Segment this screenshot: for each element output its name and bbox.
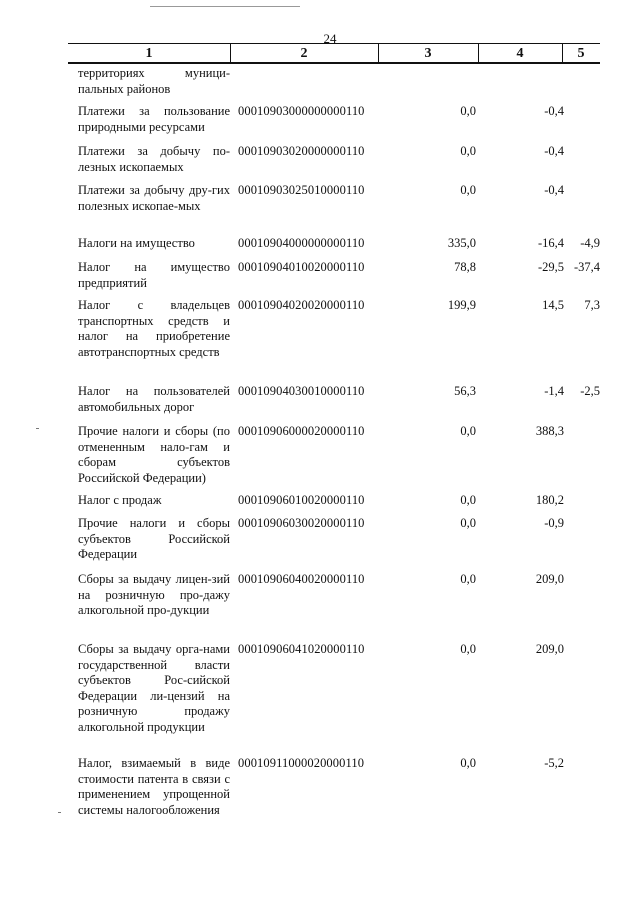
row-value-4: -0,4 [544,144,564,158]
scan-edge-line [150,6,300,7]
row-value-3: 0,0 [460,493,476,507]
row-value-4: -29,5 [537,260,564,274]
table-header-bottom-border [68,62,600,64]
column-header-2: 2 [300,46,308,61]
row-value-4: 14,5 [542,298,564,312]
row-name: Налог с владельцев транспортных средств и налог на приобретение автотранспортных средств [78,298,230,359]
row-value-3: 335,0 [447,236,476,250]
column-header-1: 1 [145,46,153,61]
row-value-3: 0,0 [460,424,476,438]
row-value-3: 0,0 [460,572,476,586]
row-name: Налоги на имущество [78,236,195,250]
row-value-3: 78,8 [454,260,476,274]
row-value-3: 56,3 [454,384,476,398]
row-code: 00010903020000000110 [238,144,365,158]
row-value-4: -16,4 [537,236,564,250]
row-name: Налог на пользователей автомобильных дорог [78,384,230,414]
scan-speck [58,812,61,813]
column-header-4: 4 [516,46,524,61]
row-value-3: 0,0 [460,516,476,530]
row-value-3: 0,0 [460,642,476,656]
row-name: территориях муници-пальных районов [78,66,230,96]
row-value-4: 209,0 [535,642,564,656]
row-value-4: 180,2 [535,493,564,507]
row-value-3: 0,0 [460,183,476,197]
row-code: 00010903000000000110 [238,104,365,118]
row-value-4: -0,9 [544,516,564,530]
table-header-top-border [68,43,600,44]
row-code: 00010904020020000110 [238,298,365,312]
row-value-3: 0,0 [460,104,476,118]
row-name: Прочие налоги и сборы субъектов Российской Федерации [78,516,230,561]
column-header-5: 5 [577,46,585,61]
row-value-4: 388,3 [535,424,564,438]
row-code: 00010906010020000110 [238,493,365,507]
row-value-3: 199,9 [447,298,476,312]
row-value-4: -5,2 [544,756,564,770]
row-code: 00010906041020000110 [238,642,365,656]
row-value-5: -37,4 [573,260,600,274]
row-value-4: -0,4 [544,183,564,197]
row-name: Платежи за пользование природными ресурсами [78,104,230,134]
row-code: 00010904030010000110 [238,384,365,398]
row-value-4: -1,4 [544,384,564,398]
row-code: 00010906000020000110 [238,424,365,438]
row-code: 00010903025010000110 [238,183,365,197]
row-value-4: -0,4 [544,104,564,118]
column-header-3: 3 [424,46,432,61]
row-value-3: 0,0 [460,144,476,158]
row-name: Налог на имущество предприятий [78,260,230,290]
page-number: 24 [323,31,337,46]
row-value-5: -2,5 [580,384,600,398]
row-name: Налог с продаж [78,493,162,507]
row-name: Платежи за добычу по-лезных ископаемых [78,144,230,174]
row-name: Прочие налоги и сборы (по отмененным нало-гам и сборам субъектов Российской Федерации) [78,424,230,485]
row-name: Сборы за выдачу орга-нами государственной власти субъектов Рос-сийской Федерации ли-цензий на розничную продажу алкогольной продукции [78,642,230,734]
row-code: 00010906040020000110 [238,572,365,586]
row-name: Налог, взимаемый в виде стоимости патента в связи с применением упрощенной системы налогообложения [78,756,230,817]
row-value-3: 0,0 [460,756,476,770]
row-code: 00010911000020000110 [238,756,365,770]
row-code: 00010904000000000110 [238,236,365,250]
row-name: Сборы за выдачу лицен-зий на розничную про-дажу алкогольной про-дукции [78,572,230,617]
row-value-4: 209,0 [535,572,564,586]
row-name: Платежи за добычу дру-гих полезных ископае-мых [78,183,230,213]
row-code: 00010906030020000110 [238,516,365,530]
row-code: 00010904010020000110 [238,260,365,274]
scan-speck [36,428,39,429]
row-value-5: -4,9 [580,236,600,250]
row-value-5: 7,3 [584,298,600,312]
